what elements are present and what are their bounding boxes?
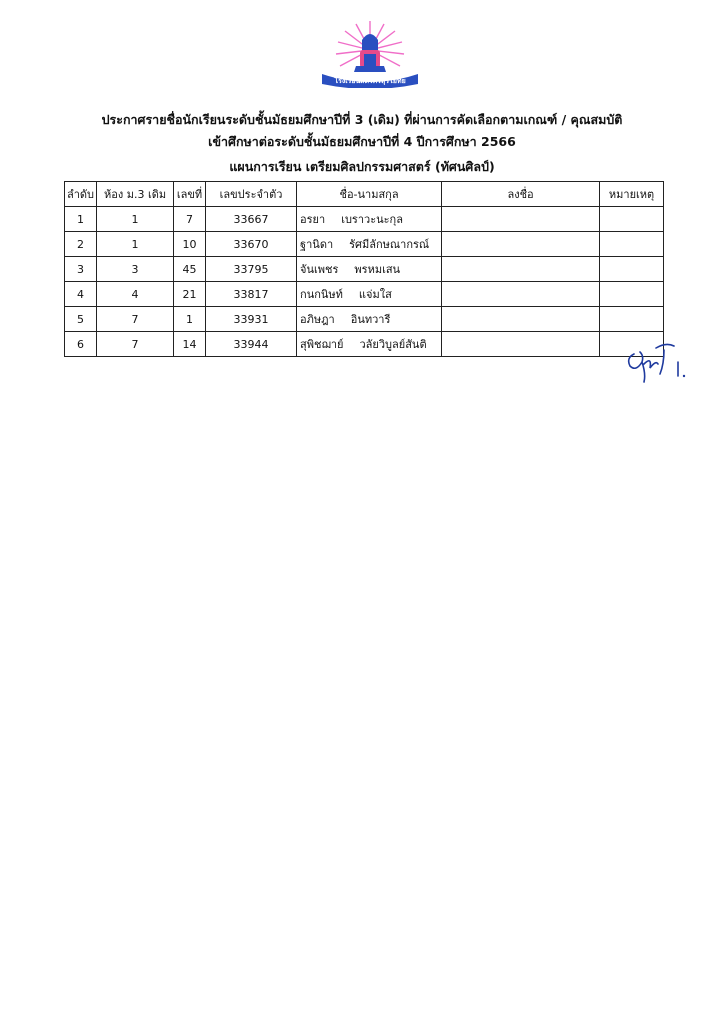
last-name: อินทวารี: [350, 313, 391, 326]
student-roster-table: [64, 181, 664, 357]
cell-order: 6: [65, 332, 97, 357]
cell-name: [297, 257, 442, 282]
table-row: [65, 207, 664, 232]
program-title: แผนการเรียน เตรียมศิลปกรรมศาสตร์ (ทัศนศิลป์): [229, 159, 495, 174]
cell-room: 7: [97, 332, 174, 357]
cell-room: 3: [97, 257, 174, 282]
cell-student-id: 33670: [206, 232, 297, 257]
cell-student-id: 33931: [206, 307, 297, 332]
cell-name: [297, 232, 442, 257]
cell-student-id: 33795: [206, 257, 297, 282]
last-name: พรหมเสน: [354, 263, 401, 276]
cell-name: [297, 207, 442, 232]
cell-order: 1: [65, 207, 97, 232]
last-name: วลัยวิบูลย์สันติ: [359, 338, 427, 351]
first-name: อภิษฎา: [300, 313, 335, 326]
cell-note: [600, 257, 664, 282]
cell-note: [600, 207, 664, 232]
cell-note: [600, 232, 664, 257]
cell-number: 10: [174, 232, 206, 257]
table-row: [65, 232, 664, 257]
cell-signature: [442, 307, 600, 332]
table-header-row: [65, 182, 664, 207]
cell-note: [600, 307, 664, 332]
table-row: [65, 282, 664, 307]
cell-student-id: 33667: [206, 207, 297, 232]
first-name: จันเพชร: [300, 263, 339, 276]
last-name: เบราวะนะกุล: [341, 213, 403, 226]
last-name: รัศมีลักษณากรณ์: [349, 238, 430, 251]
col-header-signature: ลงชื่อ: [442, 182, 600, 207]
last-name: แจ่มใส: [358, 288, 392, 301]
cell-note: [600, 282, 664, 307]
cell-signature: [442, 332, 600, 357]
cell-number: 45: [174, 257, 206, 282]
cell-order: 4: [65, 282, 97, 307]
cell-order: 5: [65, 307, 97, 332]
first-name: กนกนิษท์: [300, 288, 343, 301]
announcement-subtitle: เข้าศึกษาต่อระดับชั้นมัธยมศึกษาปีที่ 4 ปีการศึกษา 2566: [208, 134, 516, 149]
emblem-figure: [354, 34, 386, 72]
cell-signature: [442, 282, 600, 307]
cell-number: 7: [174, 207, 206, 232]
cell-order: 3: [65, 257, 97, 282]
cell-name: [297, 307, 442, 332]
cell-signature: [442, 257, 600, 282]
first-name: ฐานิดา: [300, 238, 334, 251]
cell-room: 7: [97, 307, 174, 332]
col-header-name: ชื่อ-นามสกุล: [297, 182, 442, 207]
cell-signature: [442, 232, 600, 257]
table-row: [65, 257, 664, 282]
cell-number: 14: [174, 332, 206, 357]
col-header-room: ห้อง ม.3 เดิม: [97, 182, 174, 207]
col-header-number: เลขที่: [174, 182, 206, 207]
announcement-title: ประกาศรายชื่อนักเรียนระดับชั้นมัธยมศึกษาปีที่ 3 (เดิม) ที่ผ่านการคัดเลือกตามเกณฑ์ / คุณสมบัติ: [101, 112, 623, 127]
school-logo: [316, 20, 424, 88]
cell-student-id: 33944: [206, 332, 297, 357]
table-row: [65, 307, 664, 332]
cell-number: 21: [174, 282, 206, 307]
cell-order: 2: [65, 232, 97, 257]
cell-number: 1: [174, 307, 206, 332]
first-name: สุพิชฌาย์: [300, 338, 344, 351]
logo-banner-text: โรงเรียนสตรีศรีสุริโยทัย: [334, 77, 406, 85]
cell-signature: [442, 207, 600, 232]
handwritten-signature: [620, 334, 696, 388]
cell-room: 1: [97, 207, 174, 232]
first-name: อรยา: [300, 213, 326, 226]
col-header-order: ลำดับ: [65, 182, 97, 207]
cell-room: 1: [97, 232, 174, 257]
cell-name: [297, 282, 442, 307]
col-header-note: หมายเหตุ: [600, 182, 664, 207]
cell-student-id: 33817: [206, 282, 297, 307]
cell-room: 4: [97, 282, 174, 307]
table-row: [65, 332, 664, 357]
cell-name: [297, 332, 442, 357]
col-header-student-id: เลขประจำตัว: [206, 182, 297, 207]
